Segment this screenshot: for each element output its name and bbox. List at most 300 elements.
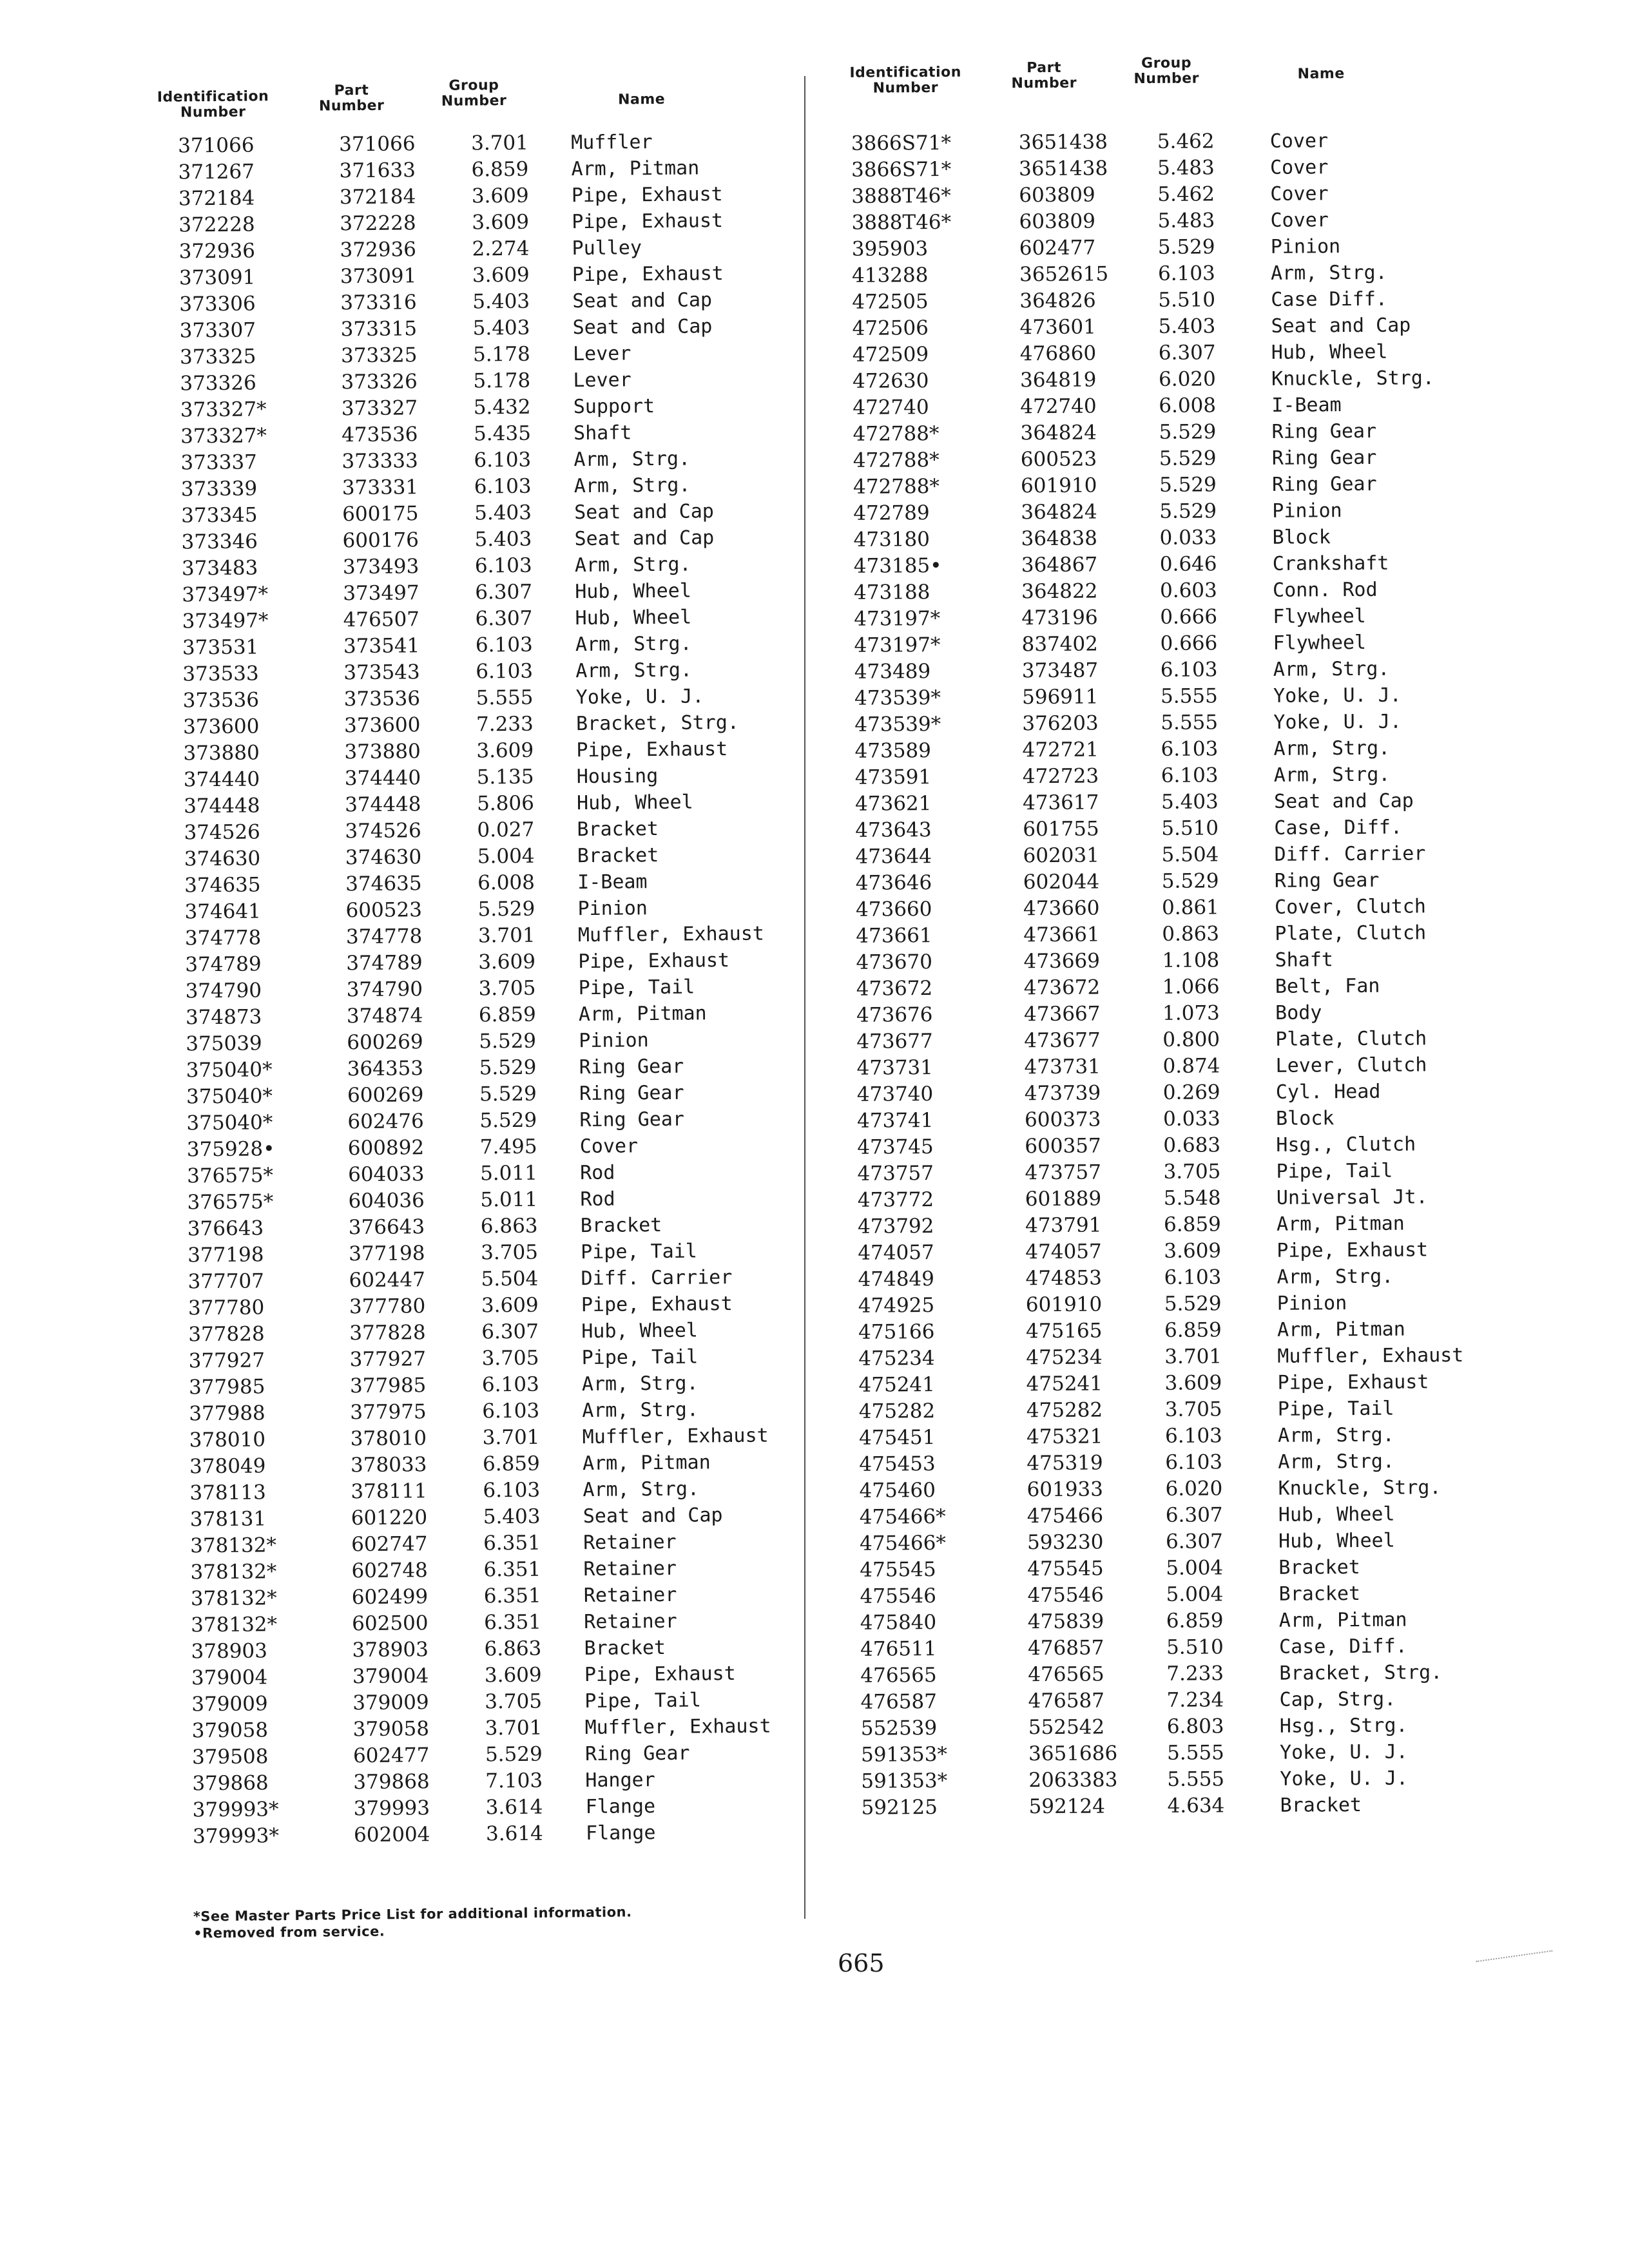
part-name: Pipe, Exhaust	[584, 1662, 736, 1687]
part-number: 372228	[340, 211, 416, 236]
part-number: 473661	[1023, 923, 1100, 947]
identification-number: 373327*	[180, 398, 267, 422]
identification-number: 375040*	[186, 1111, 273, 1135]
table-row	[838, 1210, 1515, 1240]
group-number: 3.609	[471, 184, 529, 208]
group-number: 7.495	[479, 1135, 537, 1159]
part-name: Cap, Strg.	[1279, 1687, 1396, 1711]
group-number: 5.462	[1157, 130, 1215, 153]
identification-number: 374526	[184, 820, 260, 845]
part-name: Bracket	[1280, 1794, 1362, 1817]
table-row	[834, 470, 1510, 501]
table-row	[838, 1263, 1515, 1293]
part-name: Yoke, U. J.	[1279, 1740, 1408, 1764]
part-number: 473739	[1024, 1081, 1101, 1106]
identification-number: 472788*	[853, 474, 940, 499]
part-name: Case Diff.	[1271, 287, 1388, 311]
part-name: Knuckle, Strg.	[1271, 367, 1435, 390]
group-number: 6.859	[478, 1003, 536, 1027]
group-number: 3.701	[1164, 1345, 1222, 1369]
part-name: Ring Gear	[579, 1081, 684, 1106]
identification-number: 375040*	[186, 1058, 273, 1082]
part-number: 374790	[346, 977, 423, 1002]
part-number: 473196	[1021, 606, 1098, 630]
part-name: Belt, Fan	[1275, 974, 1380, 998]
part-name: Knuckle, Strg.	[1278, 1476, 1441, 1500]
part-number: 476857	[1027, 1636, 1104, 1660]
part-number: 600373	[1024, 1108, 1101, 1132]
group-number: 5.403	[1161, 790, 1219, 814]
part-number: 602004	[353, 1823, 430, 1847]
part-number: 377975	[350, 1400, 427, 1425]
identification-number: 473197*	[854, 606, 941, 631]
group-number: 0.603	[1159, 579, 1217, 602]
part-name: Seat and Cap	[583, 1504, 723, 1528]
identification-number: 374790	[185, 979, 262, 1003]
group-number: 0.861	[1161, 896, 1219, 919]
group-number: 0.666	[1160, 605, 1218, 629]
part-name: Flange	[585, 1821, 656, 1845]
identification-number: 472788*	[853, 421, 940, 446]
table-row	[840, 1553, 1517, 1584]
part-name: Arm, Strg.	[574, 474, 691, 498]
scan-artifact	[1476, 1950, 1552, 1964]
part-name: Block	[1275, 1107, 1335, 1130]
identification-number: 473539*	[854, 686, 941, 710]
identification-number: 473489	[854, 660, 931, 684]
part-number: 602747	[351, 1532, 428, 1557]
group-number: 1.073	[1162, 1001, 1220, 1025]
identification-number: 473741	[856, 1109, 934, 1133]
part-name: Seat and Cap	[574, 526, 715, 551]
identification-number: 373536	[182, 688, 260, 713]
identification-number: 376575*	[187, 1190, 274, 1215]
header-part-number: Part Number	[1011, 59, 1077, 92]
part-name: Retainer	[583, 1583, 677, 1608]
part-name: Pipe, Exhaust	[572, 209, 724, 234]
part-number: 474853	[1025, 1266, 1103, 1291]
part-number: 600892	[347, 1136, 425, 1160]
table-row	[838, 1157, 1514, 1187]
part-number: 373091	[340, 264, 417, 289]
identification-number: 472505	[852, 290, 929, 314]
part-name: Bracket, Strg.	[1279, 1661, 1443, 1685]
part-name: Universal Jt.	[1276, 1186, 1428, 1209]
part-number: 601910	[1020, 474, 1097, 498]
group-number: 5.529	[1159, 499, 1217, 523]
part-name: Arm, Strg.	[583, 1477, 700, 1502]
group-number: 5.555	[1161, 711, 1219, 735]
part-name: Bracket	[1278, 1582, 1361, 1606]
part-number: 601220	[351, 1506, 428, 1530]
part-name: I-Beam	[577, 870, 648, 894]
identification-number: 378132*	[190, 1586, 277, 1611]
group-number: 0.027	[477, 818, 535, 842]
part-number: 379009	[352, 1691, 429, 1715]
part-name: Arm, Pitman	[571, 157, 700, 181]
group-number: 6.103	[474, 553, 532, 578]
part-name: Pulley	[572, 236, 642, 260]
part-number: 473757	[1025, 1160, 1102, 1185]
part-name: Ring Gear	[579, 1055, 684, 1079]
part-name: Bracket	[577, 818, 659, 841]
part-name: Body	[1275, 1001, 1322, 1024]
identification-number: 3866S71*	[851, 131, 952, 155]
part-number: 364819	[1019, 368, 1097, 392]
group-number: 6.351	[483, 1557, 541, 1582]
identification-number: 475282	[858, 1399, 936, 1423]
identification-number: 373091	[178, 265, 256, 290]
group-number: 0.033	[1162, 1107, 1220, 1131]
group-number: 6.103	[1165, 1450, 1223, 1474]
group-number: 3.701	[482, 1425, 540, 1450]
part-number: 373326	[341, 370, 418, 394]
footnotes	[193, 1903, 632, 1941]
table-row	[840, 1527, 1517, 1557]
table-row	[154, 1818, 834, 1850]
part-name: Hub, Wheel	[1278, 1503, 1395, 1526]
part-name: Ring Gear	[584, 1742, 690, 1766]
part-number: 377927	[349, 1347, 427, 1372]
part-name: Arm, Strg.	[1278, 1450, 1395, 1474]
part-number: 376643	[348, 1215, 425, 1240]
table-row	[833, 285, 1509, 316]
part-number: 373327	[341, 396, 418, 421]
part-number: 552542	[1028, 1715, 1105, 1740]
part-number: 374630	[345, 845, 422, 870]
group-number: 6.307	[475, 606, 533, 631]
part-name: Arm, Strg.	[574, 553, 691, 577]
table-row	[839, 1316, 1516, 1346]
identification-number: 472509	[852, 343, 929, 367]
part-number: 601933	[1027, 1477, 1104, 1502]
table-row	[833, 312, 1509, 342]
part-number: 602477	[1019, 236, 1096, 260]
part-name: Pinion	[1272, 499, 1342, 523]
right-rows	[832, 127, 1519, 1821]
table-row	[836, 840, 1512, 870]
table-row	[838, 1184, 1515, 1214]
identification-number: 379004	[191, 1666, 268, 1690]
part-name: Arm, Strg.	[1270, 261, 1387, 285]
identification-number: 475840	[860, 1611, 937, 1635]
identification-number: 373533	[182, 662, 259, 686]
identification-number: 378132*	[191, 1613, 278, 1637]
part-name: Pipe, Exhaust	[581, 1293, 733, 1317]
identification-number: 373337	[180, 450, 257, 475]
group-number: 6.859	[1166, 1609, 1224, 1633]
identification-number: 3888T46*	[851, 210, 952, 235]
identification-number: 473740	[856, 1082, 934, 1106]
group-number: 6.863	[480, 1214, 538, 1238]
group-number: 5.483	[1157, 209, 1215, 233]
part-name: Arm, Strg.	[582, 1398, 699, 1423]
right-column	[831, 53, 1519, 1821]
group-number: 5.529	[1159, 473, 1217, 497]
part-name: Seat and Cap	[574, 500, 715, 524]
part-number: 379058	[352, 1717, 430, 1742]
group-number: 5.529	[477, 897, 535, 921]
group-number: 3.609	[476, 738, 534, 763]
header-identification-number: Identification Number	[849, 64, 961, 97]
table-row	[833, 391, 1510, 421]
table-row	[840, 1421, 1516, 1452]
table-row	[836, 814, 1512, 844]
group-number: 4.634	[1167, 1794, 1225, 1818]
part-name: Cyl. Head	[1275, 1080, 1381, 1104]
identification-number: 473185•	[853, 553, 942, 578]
identification-number: 373346	[181, 530, 258, 554]
part-number: 373541	[343, 634, 420, 658]
identification-number: 476587	[860, 1690, 938, 1714]
part-number: 472721	[1022, 738, 1099, 762]
group-number: 3.705	[485, 1689, 543, 1714]
part-name: Hsg., Strg.	[1279, 1714, 1408, 1738]
identification-number: 472789	[853, 501, 930, 525]
group-number: 6.307	[1165, 1503, 1223, 1527]
part-number: 364822	[1021, 579, 1098, 604]
part-name: Muffler, Exhaust	[577, 922, 765, 947]
table-row	[834, 576, 1511, 606]
group-number: 5.529	[1164, 1292, 1222, 1316]
left-column	[139, 53, 834, 1850]
group-number: 5.462	[1157, 182, 1215, 206]
identification-number: 473661	[856, 924, 932, 948]
group-number: 5.403	[472, 289, 530, 314]
right-column-header	[831, 53, 1509, 131]
group-number: 5.510	[1158, 288, 1216, 312]
group-number: 5.529	[485, 1742, 543, 1767]
group-number: 6.803	[1166, 1715, 1224, 1738]
identification-number: 474925	[858, 1294, 935, 1318]
part-name: Arm, Pitman	[582, 1451, 711, 1475]
table-row	[838, 1104, 1514, 1135]
footnote-removed: •Removed from service.	[193, 1923, 385, 1941]
part-number: 364824	[1021, 500, 1097, 524]
table-row	[841, 1686, 1518, 1716]
identification-number: 376643	[187, 1216, 264, 1241]
part-name: Yoke, U. J.	[1273, 684, 1402, 707]
group-number: 1.066	[1162, 975, 1220, 999]
part-name: Cover	[1270, 209, 1329, 232]
part-name: Lever, Clutch	[1275, 1053, 1427, 1077]
group-number: 3.705	[481, 1346, 539, 1370]
table-row	[838, 1131, 1514, 1161]
identification-number: 592125	[861, 1796, 938, 1820]
identification-number: 473660	[855, 898, 932, 921]
part-number: 378033	[350, 1453, 427, 1477]
left-column-header	[139, 53, 819, 133]
part-name: Flywheel	[1273, 604, 1366, 628]
group-number: 6.103	[482, 1399, 540, 1423]
identification-number: 373600	[182, 715, 260, 739]
part-number: 475839	[1027, 1610, 1104, 1634]
part-number: 601755	[1023, 817, 1099, 841]
table-row	[836, 893, 1513, 923]
part-number: 604036	[348, 1189, 425, 1213]
identification-number: 378903	[191, 1639, 268, 1664]
group-number: 3.609	[472, 210, 530, 235]
table-row	[834, 523, 1510, 553]
part-number: 602500	[352, 1611, 429, 1636]
part-number: 374448	[344, 793, 421, 817]
identification-number: 472788*	[853, 448, 940, 472]
identification-number: 475166	[858, 1320, 935, 1344]
part-name: Yoke, U. J.	[1273, 710, 1402, 734]
part-number: 476587	[1028, 1689, 1105, 1713]
group-number: 6.103	[475, 633, 533, 657]
group-number: 6.859	[471, 157, 529, 182]
part-name: Arm, Pitman	[578, 1002, 707, 1026]
part-name: Pipe, Tail	[1276, 1159, 1393, 1183]
identification-number: 373307	[179, 318, 256, 343]
identification-number: 373483	[181, 556, 258, 581]
header-group-number: Group Number	[1133, 55, 1200, 88]
part-number: 600175	[342, 502, 419, 526]
group-number: 6.008	[1159, 394, 1217, 418]
part-name: Pinion	[1277, 1292, 1347, 1315]
identification-number: 377707	[188, 1269, 265, 1294]
group-number: 3.701	[471, 131, 529, 155]
part-number: 374874	[346, 1004, 423, 1028]
part-name: Arm, Strg.	[574, 447, 691, 472]
part-name: Crankshaft	[1272, 552, 1389, 575]
identification-number: 475466*	[859, 1531, 947, 1555]
part-name: Pipe, Exhaust	[571, 183, 723, 207]
part-number: 473669	[1023, 949, 1101, 974]
part-name: Hub, Wheel	[1278, 1529, 1395, 1553]
part-number: 377828	[349, 1321, 426, 1345]
group-number: 7.233	[1166, 1662, 1224, 1686]
group-number: 5.548	[1163, 1186, 1221, 1210]
part-name: Hub, Wheel	[576, 791, 693, 815]
part-name: Pipe, Tail	[581, 1240, 697, 1264]
part-number: 372936	[340, 238, 417, 262]
part-name: Pipe, Exhaust	[1277, 1370, 1429, 1394]
table-row	[837, 1025, 1514, 1055]
group-number: 6.103	[474, 474, 532, 499]
part-number: 600523	[1020, 447, 1097, 472]
part-number: 373331	[342, 476, 419, 500]
identification-number: 473677	[856, 1030, 933, 1053]
part-name: Muffler	[571, 131, 653, 155]
table-row	[840, 1474, 1516, 1504]
part-number: 373543	[343, 660, 420, 685]
part-number: 377780	[349, 1294, 426, 1319]
part-name: Pipe, Exhaust	[572, 262, 724, 287]
group-number: 6.103	[476, 659, 534, 684]
group-number: 3.609	[484, 1663, 542, 1687]
group-number: 5.555	[1160, 684, 1218, 708]
part-number: 602476	[347, 1110, 424, 1134]
part-number: 379868	[353, 1770, 430, 1794]
part-name: Arm, Strg.	[1273, 657, 1390, 681]
identification-number: 379009	[191, 1692, 268, 1716]
column-divider	[804, 76, 805, 1919]
part-number: 373536	[343, 687, 421, 711]
identification-number: 476511	[860, 1637, 937, 1661]
part-number: 364826	[1019, 289, 1096, 313]
group-number: 5.403	[1158, 314, 1216, 338]
identification-number: 372228	[178, 213, 255, 237]
part-name: Ring Gear	[1271, 419, 1377, 443]
part-name: Support	[573, 395, 655, 419]
identification-number: 473180	[853, 528, 930, 552]
table-row	[840, 1448, 1516, 1478]
identification-number: 473676	[856, 1003, 933, 1027]
part-name: Hub, Wheel	[575, 579, 692, 604]
part-number: 476565	[1028, 1662, 1104, 1687]
part-name: Flywheel	[1273, 631, 1367, 655]
group-number: 5.555	[476, 686, 534, 710]
part-name: Yoke, U. J.	[1280, 1767, 1409, 1791]
part-name: Diff. Carrier	[581, 1266, 733, 1291]
part-number: 593230	[1027, 1530, 1104, 1555]
table-row	[834, 550, 1511, 580]
table-row	[836, 761, 1512, 791]
table-row	[840, 1501, 1517, 1531]
part-number: 376203	[1022, 711, 1099, 736]
part-number: 373493	[342, 555, 419, 579]
part-number: 373497	[343, 581, 419, 606]
part-number: 378111	[351, 1479, 427, 1504]
identification-number: 395903	[851, 237, 929, 261]
identification-number: 472506	[852, 316, 929, 340]
part-name: Seat and Cap	[1271, 314, 1411, 338]
identification-number: 475453	[859, 1452, 936, 1476]
identification-number: 379993*	[192, 1824, 280, 1849]
part-number: 601910	[1025, 1293, 1103, 1317]
table-row	[842, 1765, 1518, 1795]
header-part-number: Part Number	[318, 82, 385, 115]
part-number: 3652615	[1019, 262, 1109, 287]
group-number: 3.705	[481, 1240, 539, 1265]
part-number: 602031	[1023, 843, 1100, 868]
part-name: Ring Gear	[579, 1108, 685, 1132]
identification-number: 377828	[188, 1322, 265, 1347]
group-number: 6.859	[482, 1452, 540, 1476]
identification-number: 374448	[183, 794, 260, 818]
part-number: 378010	[350, 1427, 427, 1451]
part-number: 373315	[340, 317, 418, 341]
part-number: 364824	[1020, 421, 1097, 445]
part-name: Arm, Strg.	[1273, 763, 1391, 787]
identification-number: 373325	[179, 345, 256, 369]
part-name: Arm, Strg.	[575, 658, 693, 683]
table-row	[834, 497, 1510, 527]
part-name: Conn. Rod	[1272, 578, 1378, 602]
part-number: 473660	[1023, 896, 1100, 921]
identification-number: 473589	[854, 739, 932, 763]
part-name: Seat and Cap	[572, 289, 713, 313]
part-name: Shaft	[1275, 948, 1333, 972]
group-number: 5.011	[480, 1187, 538, 1212]
table-row	[835, 735, 1512, 765]
part-number: 364838	[1021, 526, 1098, 551]
part-number: 373333	[342, 449, 418, 474]
group-number: 5.403	[474, 527, 532, 552]
identification-number: 379508	[191, 1745, 269, 1769]
group-number: 0.269	[1162, 1081, 1220, 1104]
part-number: 475466	[1027, 1504, 1104, 1528]
group-number: 5.504	[1161, 843, 1219, 867]
part-name: Arm, Strg.	[1277, 1423, 1394, 1447]
group-number: 6.103	[1164, 1265, 1222, 1289]
part-name: Retainer	[583, 1530, 677, 1555]
part-number: 377985	[349, 1374, 427, 1398]
part-name: Rod	[579, 1161, 615, 1185]
table-row	[836, 787, 1512, 818]
